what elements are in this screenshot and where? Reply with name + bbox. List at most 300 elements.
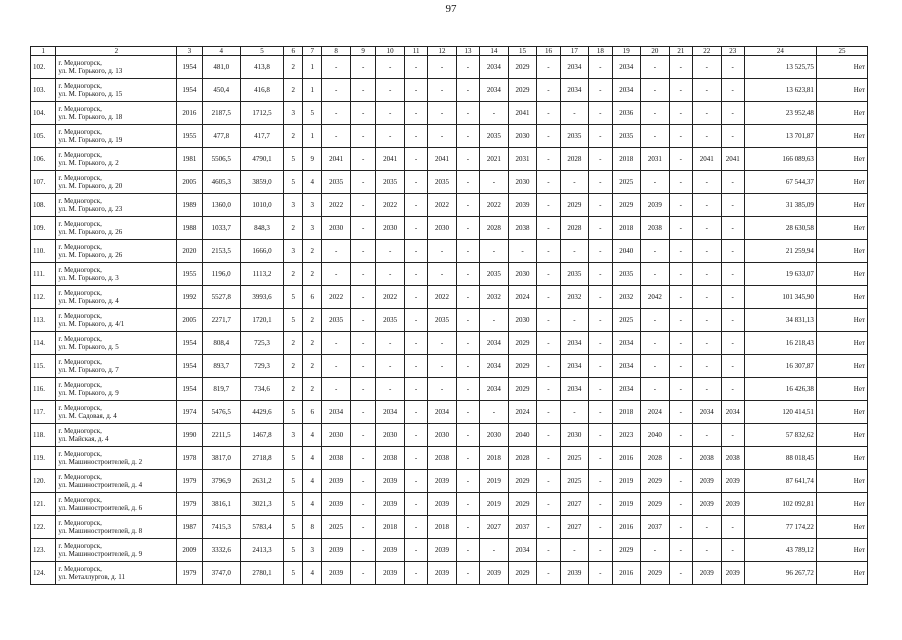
data-cell: - (456, 286, 479, 309)
data-cell: 2038 (376, 447, 405, 470)
data-cell: 3 (303, 194, 322, 217)
data-cell: 2028 (560, 148, 589, 171)
address-city: г. Медногорск, (58, 105, 102, 113)
data-cell: 5 (303, 102, 322, 125)
table-row (31, 493, 868, 516)
data-cell: 2030 (322, 217, 351, 240)
table-row (31, 539, 868, 562)
data-cell: 21 259,94 (744, 240, 816, 263)
data-cell: - (428, 240, 457, 263)
data-cell: 3332,6 (202, 539, 240, 562)
address-cell (56, 378, 177, 401)
data-cell: - (669, 447, 692, 470)
data-cell: 5 (284, 447, 303, 470)
data-cell: 2034 (480, 79, 509, 102)
row-number-cell: 111. (31, 263, 56, 286)
address-street: ул. М. Горького, д. 2 (58, 159, 119, 167)
data-cell: 2036 (612, 102, 641, 125)
data-cell: - (350, 470, 375, 493)
data-cell: 2035 (480, 125, 509, 148)
data-cell: 9 (303, 148, 322, 171)
data-cell: - (560, 539, 589, 562)
data-cell: 1467,8 (240, 424, 283, 447)
data-cell: 2038 (721, 447, 744, 470)
data-cell: 4 (303, 424, 322, 447)
data-cell: 2040 (508, 424, 537, 447)
data-cell: 2039 (641, 194, 670, 217)
data-cell: 2211,5 (202, 424, 240, 447)
data-cell: 1954 (177, 79, 202, 102)
data-cell: 4 (303, 493, 322, 516)
data-cell: Нет (816, 148, 867, 171)
data-cell: 5527,8 (202, 286, 240, 309)
data-cell: 2041 (322, 148, 351, 171)
data-cell: - (589, 355, 612, 378)
data-cell: 2 (303, 309, 322, 332)
data-cell: - (456, 562, 479, 585)
data-cell: 3 (284, 194, 303, 217)
row-number-cell: 113. (31, 309, 56, 332)
data-cell: - (641, 332, 670, 355)
data-cell: 4605,3 (202, 171, 240, 194)
column-number-cell: 25 (816, 47, 867, 56)
data-cell: 4 (303, 470, 322, 493)
data-cell: Нет (816, 79, 867, 102)
row-number-cell: 123. (31, 539, 56, 562)
data-cell: - (589, 171, 612, 194)
data-cell: 2018 (376, 516, 405, 539)
address-city: г. Медногорск, (58, 450, 102, 458)
data-cell: - (669, 332, 692, 355)
data-cell: Нет (816, 493, 867, 516)
data-cell: Нет (816, 286, 867, 309)
data-cell: - (456, 240, 479, 263)
data-cell: 2034 (560, 332, 589, 355)
data-cell: 1955 (177, 125, 202, 148)
data-cell: 1979 (177, 470, 202, 493)
column-number-cell: 21 (669, 47, 692, 56)
data-cell: 2 (303, 355, 322, 378)
data-cell: 1360,0 (202, 194, 240, 217)
data-cell: 2034 (612, 332, 641, 355)
data-cell: 2034 (480, 378, 509, 401)
data-cell: 3993,6 (240, 286, 283, 309)
data-cell: 16 426,38 (744, 378, 816, 401)
data-cell: 23 952,48 (744, 102, 816, 125)
data-cell: 2038 (692, 447, 721, 470)
data-cell: 2018 (612, 401, 641, 424)
data-cell: 2030 (480, 424, 509, 447)
data-cell: - (350, 56, 375, 79)
data-cell: 2024 (641, 401, 670, 424)
data-cell: 2034 (480, 56, 509, 79)
data-cell: Нет (816, 470, 867, 493)
data-cell: 2039 (322, 539, 351, 562)
data-cell: - (376, 240, 405, 263)
data-cell: 2039 (428, 539, 457, 562)
data-cell: - (350, 125, 375, 148)
data-cell: 2 (303, 332, 322, 355)
data-cell: - (669, 355, 692, 378)
data-cell: 3796,9 (202, 470, 240, 493)
data-cell: - (428, 378, 457, 401)
column-number-cell: 9 (350, 47, 375, 56)
data-cell: 6 (303, 401, 322, 424)
data-cell: 5 (284, 309, 303, 332)
data-cell: 2022 (428, 194, 457, 217)
data-cell: 2153,5 (202, 240, 240, 263)
column-number-cell: 1 (31, 47, 56, 56)
address-cell (56, 470, 177, 493)
data-cell: - (589, 332, 612, 355)
address-street: ул. Машиностроителей, д. 9 (58, 550, 143, 558)
address-city: г. Медногорск, (58, 519, 102, 527)
row-number-cell: 120. (31, 470, 56, 493)
data-cell: 2019 (480, 470, 509, 493)
housing-register-table (30, 46, 868, 585)
data-cell: - (537, 539, 560, 562)
data-cell: 450,4 (202, 79, 240, 102)
data-cell: Нет (816, 263, 867, 286)
table-row (31, 125, 868, 148)
data-cell: - (537, 470, 560, 493)
data-cell: 2030 (376, 217, 405, 240)
column-number-cell: 2 (56, 47, 177, 56)
data-cell: - (669, 56, 692, 79)
address-city: г. Медногорск, (58, 82, 102, 90)
data-cell: - (322, 125, 351, 148)
data-cell: 2035 (560, 263, 589, 286)
data-cell: 2028 (641, 447, 670, 470)
address-city: г. Медногорск, (58, 335, 102, 343)
data-cell: - (404, 309, 427, 332)
data-cell: - (560, 309, 589, 332)
data-cell: - (350, 240, 375, 263)
data-cell: - (537, 263, 560, 286)
data-cell: - (404, 148, 427, 171)
data-cell: - (350, 263, 375, 286)
column-number-cell: 23 (721, 47, 744, 56)
data-cell: 2034 (560, 378, 589, 401)
data-cell: - (721, 286, 744, 309)
data-cell: - (456, 171, 479, 194)
row-number-cell: 115. (31, 355, 56, 378)
row-number-cell: 122. (31, 516, 56, 539)
data-cell: 2016 (612, 516, 641, 539)
data-cell: 2029 (508, 355, 537, 378)
data-cell: - (404, 447, 427, 470)
data-cell: - (537, 332, 560, 355)
data-cell: - (456, 332, 479, 355)
data-cell: 2030 (322, 424, 351, 447)
data-cell: - (537, 447, 560, 470)
address-street: ул. Машиностроителей, д. 4 (58, 481, 143, 489)
data-cell: 2029 (508, 378, 537, 401)
data-cell: - (560, 240, 589, 263)
data-cell: 13 623,81 (744, 79, 816, 102)
data-cell: - (428, 102, 457, 125)
data-cell: - (669, 286, 692, 309)
row-number-cell: 104. (31, 102, 56, 125)
data-cell: - (641, 79, 670, 102)
row-number-cell: 121. (31, 493, 56, 516)
data-cell: 2035 (322, 171, 351, 194)
data-cell: - (669, 102, 692, 125)
data-cell: 2028 (560, 217, 589, 240)
data-cell: 2019 (480, 493, 509, 516)
data-cell: 1987 (177, 516, 202, 539)
data-cell: - (537, 424, 560, 447)
data-cell: - (456, 56, 479, 79)
data-cell: - (641, 309, 670, 332)
address-city: г. Медногорск, (58, 496, 102, 504)
address-city: г. Медногорск, (58, 473, 102, 481)
column-number-cell: 22 (692, 47, 721, 56)
data-cell: 2039 (322, 562, 351, 585)
data-cell: - (721, 56, 744, 79)
data-cell: - (589, 309, 612, 332)
row-number-cell: 118. (31, 424, 56, 447)
address-street: ул. М. Горького, д. 19 (58, 136, 123, 144)
data-cell: 2025 (612, 171, 641, 194)
data-cell: 2022 (322, 194, 351, 217)
data-cell: - (589, 194, 612, 217)
data-cell: 2025 (612, 309, 641, 332)
data-cell: - (669, 148, 692, 171)
data-cell: 2030 (428, 424, 457, 447)
data-cell: 1 (303, 125, 322, 148)
data-cell: 1954 (177, 378, 202, 401)
data-cell: 2035 (322, 309, 351, 332)
data-cell: 2034 (376, 401, 405, 424)
column-number-cell: 4 (202, 47, 240, 56)
data-cell: - (692, 355, 721, 378)
data-cell: - (589, 516, 612, 539)
address-cell (56, 562, 177, 585)
data-cell: Нет (816, 332, 867, 355)
data-cell: - (350, 493, 375, 516)
data-cell: Нет (816, 194, 867, 217)
data-cell: 2039 (428, 562, 457, 585)
data-cell: - (350, 401, 375, 424)
data-cell: 2039 (322, 470, 351, 493)
data-cell: 67 544,37 (744, 171, 816, 194)
address-street: ул. М. Горького, д. 13 (58, 67, 123, 75)
data-cell: 2034 (612, 79, 641, 102)
data-cell: 2039 (721, 470, 744, 493)
data-cell: 1666,0 (240, 240, 283, 263)
data-cell: 2030 (376, 424, 405, 447)
data-cell: - (376, 56, 405, 79)
data-cell: 3 (303, 217, 322, 240)
data-cell: 5 (284, 148, 303, 171)
address-street: ул. М. Горького, д. 3 (58, 274, 119, 282)
column-number-cell: 16 (537, 47, 560, 56)
data-cell: 2034 (612, 56, 641, 79)
data-cell: 2034 (560, 355, 589, 378)
data-cell: 1196,0 (202, 263, 240, 286)
data-cell: 2041 (692, 148, 721, 171)
data-cell: - (508, 240, 537, 263)
data-cell: 2039 (376, 562, 405, 585)
data-cell: 2016 (612, 447, 641, 470)
data-cell: 2041 (721, 148, 744, 171)
data-cell: - (350, 447, 375, 470)
column-number-cell: 15 (508, 47, 537, 56)
data-cell: 2 (284, 355, 303, 378)
data-cell: 5476,5 (202, 401, 240, 424)
data-cell: 481,0 (202, 56, 240, 79)
row-number-cell: 106. (31, 148, 56, 171)
data-cell: Нет (816, 355, 867, 378)
data-cell: - (641, 378, 670, 401)
data-cell: 2 (284, 79, 303, 102)
data-cell: 5 (284, 516, 303, 539)
data-cell: - (428, 263, 457, 286)
data-cell: 2016 (177, 102, 202, 125)
data-cell: 1954 (177, 355, 202, 378)
data-cell: - (404, 470, 427, 493)
data-cell: - (537, 217, 560, 240)
data-cell: 2040 (612, 240, 641, 263)
data-cell: Нет (816, 125, 867, 148)
data-cell: - (692, 332, 721, 355)
data-cell: 2032 (560, 286, 589, 309)
address-cell (56, 125, 177, 148)
data-cell: 13 525,75 (744, 56, 816, 79)
data-cell: 1010,0 (240, 194, 283, 217)
address-city: г. Медногорск, (58, 151, 102, 159)
data-cell: - (350, 378, 375, 401)
data-cell: 2009 (177, 539, 202, 562)
address-city: г. Медногорск, (58, 565, 102, 573)
data-cell: 2025 (560, 470, 589, 493)
data-cell: - (456, 539, 479, 562)
address-cell (56, 56, 177, 79)
address-cell (56, 102, 177, 125)
table-row (31, 424, 868, 447)
data-cell: - (350, 102, 375, 125)
data-cell: - (589, 217, 612, 240)
data-cell: 2 (284, 125, 303, 148)
data-cell: - (456, 516, 479, 539)
data-cell: 2039 (508, 194, 537, 217)
data-cell: - (480, 102, 509, 125)
data-cell: - (404, 263, 427, 286)
column-number-cell: 7 (303, 47, 322, 56)
data-cell: 16 218,43 (744, 332, 816, 355)
data-cell: - (669, 424, 692, 447)
data-cell: - (376, 125, 405, 148)
address-city: г. Медногорск, (58, 358, 102, 366)
data-cell: - (350, 171, 375, 194)
data-cell: - (641, 539, 670, 562)
data-cell: - (428, 79, 457, 102)
data-cell: - (350, 79, 375, 102)
column-number-cell: 13 (456, 47, 479, 56)
data-cell: - (589, 102, 612, 125)
data-cell: - (456, 378, 479, 401)
column-number-cell: 12 (428, 47, 457, 56)
data-cell: - (721, 171, 744, 194)
address-cell (56, 194, 177, 217)
data-cell: 2032 (480, 286, 509, 309)
data-cell: 2024 (508, 401, 537, 424)
data-cell: 2037 (641, 516, 670, 539)
data-cell: 2039 (480, 562, 509, 585)
data-cell: - (669, 194, 692, 217)
address-city: г. Медногорск, (58, 404, 102, 412)
data-cell: 1 (303, 56, 322, 79)
data-cell: Нет (816, 401, 867, 424)
address-city: г. Медногорск, (58, 266, 102, 274)
data-cell: - (537, 355, 560, 378)
data-cell: - (350, 217, 375, 240)
data-cell: 2018 (480, 447, 509, 470)
data-cell: - (537, 309, 560, 332)
address-city: г. Медногорск, (58, 381, 102, 389)
data-cell: - (350, 286, 375, 309)
data-cell: 1955 (177, 263, 202, 286)
data-cell: 2 (284, 217, 303, 240)
data-cell: 1990 (177, 424, 202, 447)
data-cell: 2034 (612, 378, 641, 401)
data-cell: - (480, 171, 509, 194)
data-cell: 2023 (612, 424, 641, 447)
data-cell: - (560, 102, 589, 125)
data-cell: 2031 (508, 148, 537, 171)
data-cell: - (350, 309, 375, 332)
table-row (31, 332, 868, 355)
table-row (31, 309, 868, 332)
data-cell: - (692, 263, 721, 286)
table-row (31, 470, 868, 493)
data-cell: - (350, 539, 375, 562)
data-cell: 2631,2 (240, 470, 283, 493)
data-cell: - (589, 424, 612, 447)
data-cell: - (669, 539, 692, 562)
data-cell: - (721, 516, 744, 539)
data-cell: Нет (816, 378, 867, 401)
data-cell: 1113,2 (240, 263, 283, 286)
data-cell: - (322, 240, 351, 263)
data-cell: 2020 (177, 240, 202, 263)
data-cell: Нет (816, 562, 867, 585)
data-cell: - (537, 171, 560, 194)
data-cell: - (589, 562, 612, 585)
data-cell: - (692, 539, 721, 562)
data-cell: 2035 (428, 309, 457, 332)
data-cell: - (428, 332, 457, 355)
data-cell: - (537, 378, 560, 401)
address-street: ул. М. Садовая, д. 4 (58, 412, 117, 420)
address-cell (56, 332, 177, 355)
data-cell: - (589, 470, 612, 493)
data-cell: 101 345,90 (744, 286, 816, 309)
data-cell: - (456, 125, 479, 148)
table-row (31, 516, 868, 539)
address-city: г. Медногорск, (58, 128, 102, 136)
data-cell: - (537, 493, 560, 516)
address-street: ул. М. Горького, д. 23 (58, 205, 123, 213)
data-cell: 8 (303, 516, 322, 539)
data-cell: - (641, 355, 670, 378)
data-cell: - (456, 79, 479, 102)
address-street: ул. М. Горького, д. 15 (58, 90, 123, 98)
address-street: ул. Машиностроителей, д. 2 (58, 458, 143, 466)
data-cell: 2038 (428, 447, 457, 470)
address-city: г. Медногорск, (58, 243, 102, 251)
